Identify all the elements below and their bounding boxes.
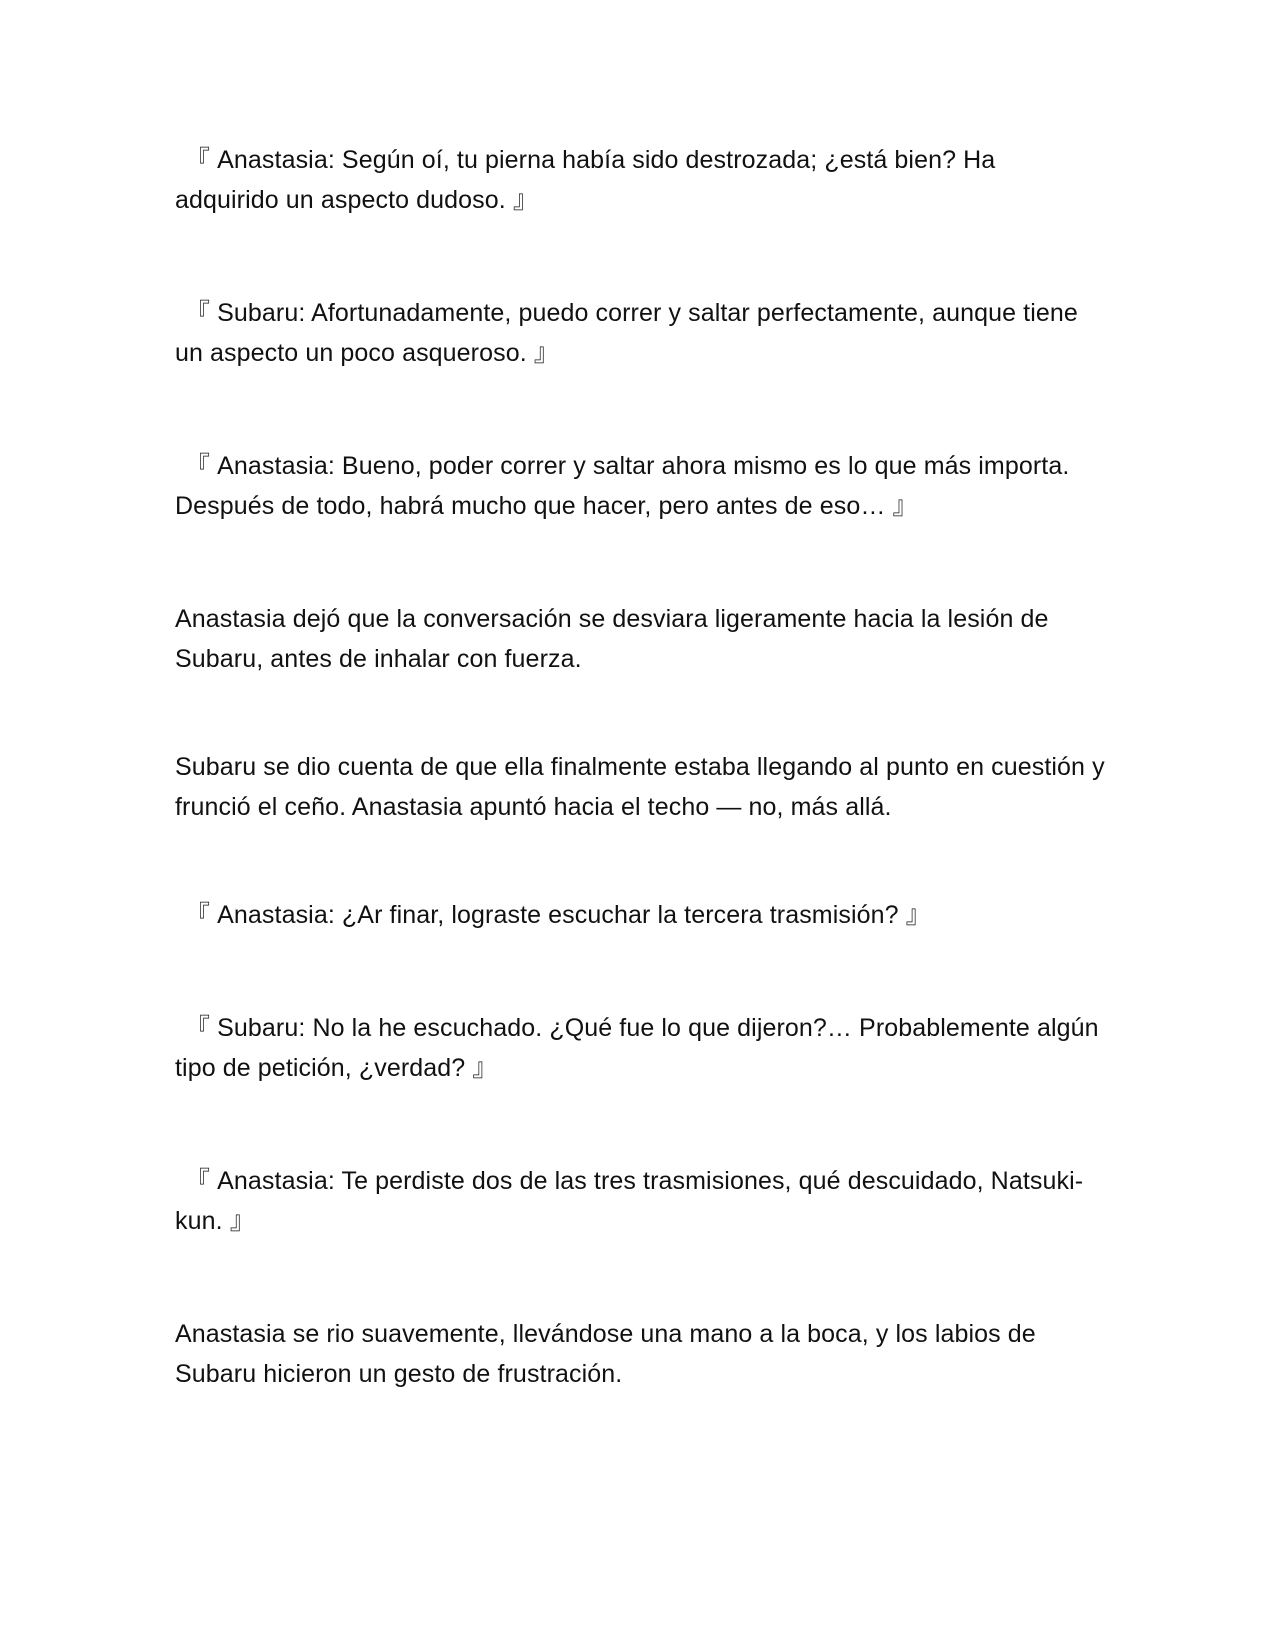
paragraph-text: Anastasia dejó que la conversación se desviara ligeramente hacia la lesión de Subaru, antes de inhalar con fuerza.	[175, 605, 1049, 673]
paragraph-dialogue	[175, 1008, 1105, 1088]
text-column	[175, 140, 1105, 1462]
paragraph-text: 『 Subaru: No la he escuchado. ¿Qué fue lo que dijeron?… Probablemente algún tipo de petición, ¿verdad? 』	[175, 1014, 1099, 1082]
paragraph-dialogue	[175, 446, 1105, 526]
paragraph-text: 『 Anastasia: Te perdiste dos de las tres trasmisiones, qué descuidado, Natsuki-kun. 』	[175, 1167, 1084, 1235]
paragraph-text: 『 Subaru: Afortunadamente, puedo correr y saltar perfectamente, aunque tiene un aspecto un poco asqueroso. 』	[175, 299, 1078, 367]
paragraph-text: Subaru se dio cuenta de que ella finalmente estaba llegando al punto en cuestión y frunció el ceño. Anastasia apuntó hacia el techo — no, más allá.	[175, 753, 1105, 821]
paragraph-dialogue	[175, 1161, 1105, 1241]
paragraph-narration	[175, 747, 1105, 827]
paragraph-text: 『 Anastasia: Según oí, tu pierna había sido destrozada; ¿está bien? Ha adquirido un aspecto dudoso. 』	[175, 146, 996, 214]
paragraph-dialogue	[175, 895, 1105, 935]
paragraph-narration	[175, 599, 1105, 679]
paragraph-narration	[175, 1314, 1105, 1394]
paragraph-text: 『 Anastasia: ¿Ar finar, lograste escuchar la tercera trasmisión? 』	[185, 901, 931, 929]
paragraph-text: Anastasia se rio suavemente, llevándose una mano a la boca, y los labios de Subaru hicieron un gesto de frustración.	[175, 1320, 1036, 1388]
paragraph-dialogue	[175, 293, 1105, 373]
paragraph-dialogue	[175, 140, 1105, 220]
paragraph-text: 『 Anastasia: Bueno, poder correr y saltar ahora mismo es lo que más importa. Después de todo, habrá mucho que hacer, pero antes de eso… 』	[175, 452, 1070, 520]
